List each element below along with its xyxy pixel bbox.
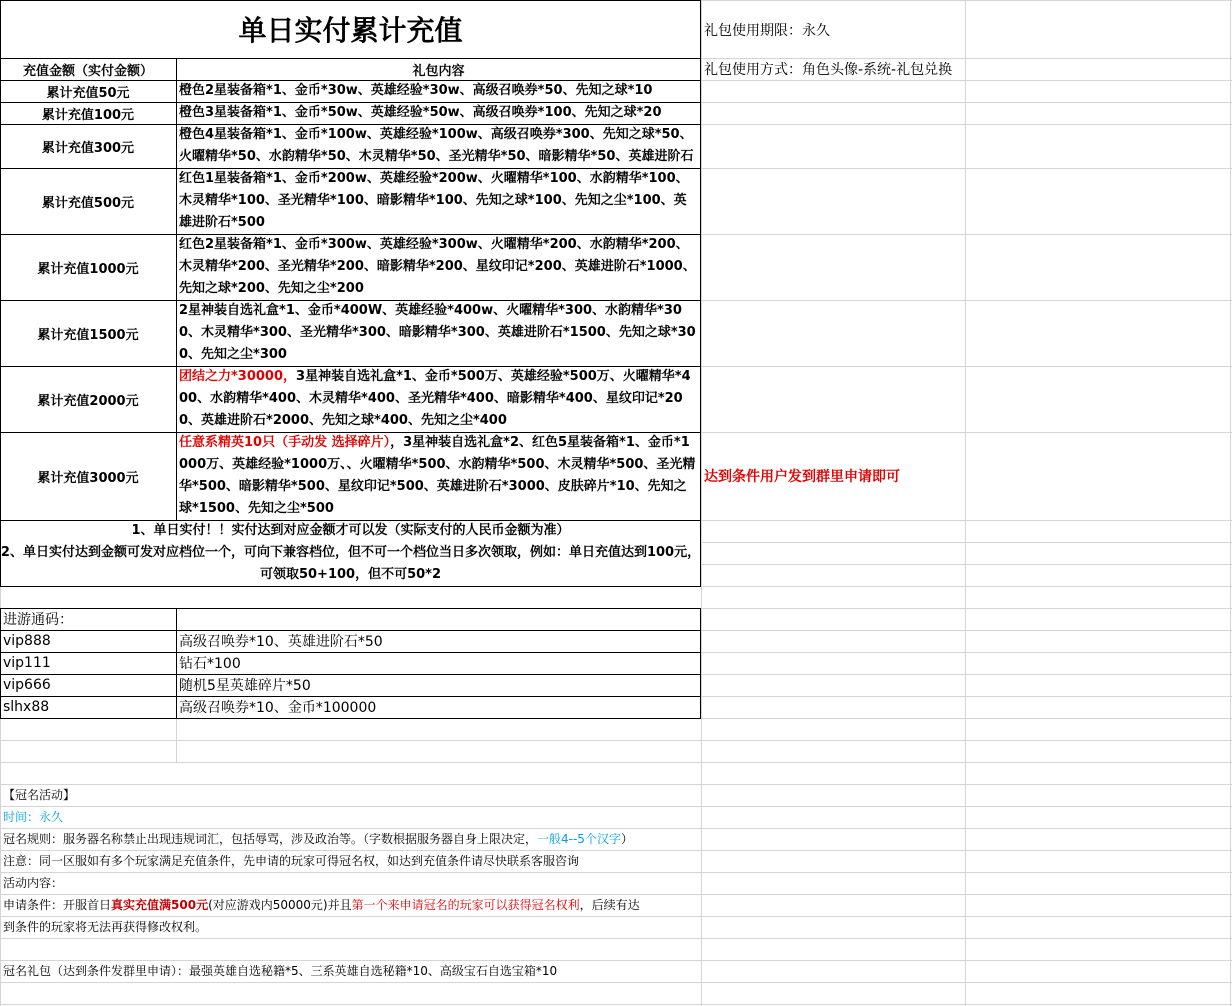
header-amount: 充值金额（实付金额） [22,63,153,79]
tier-amount: 累计充值100元 [41,107,135,123]
cond-amount: 真实充值满500元 [111,898,209,912]
naming-rules-text: 冠名规则：服务器名称禁止出现违规词汇，包括辱骂，涉及政治等。（字数根据服务器自身上限决定， [3,832,538,846]
tier-content: 红色1星装备箱*1、金币*200w、英雄经验*200w、火曜精华*100、水韵精华*100、木灵精华*100、圣光精华*100、暗影精华*100、先知之球*100、先知之尘*100、英雄进阶石*500 [179,171,689,230]
tier-content: 橙色3星装备箱*1、金币*50w、英雄经验*50w、高级召唤券*100、先知之球*20 [179,105,662,120]
code-reward: 高级召唤券*10、金币*100000 [179,700,377,716]
naming-heading: 【冠名活动】 [3,788,76,802]
tier-content: 红色2星装备箱*1、金币*300w、英雄经验*300w、火曜精华*200、水韵精华*200、木灵精华*200、圣光精华*200、暗影精华*200、星纹印记*200、英雄进阶石*1000、先知之球*200、先知之尘*200 [179,237,696,296]
naming-activity [0,784,701,982]
code-reward: 随机5星英雄碎片*50 [179,678,311,694]
tier-content-text: ，3星神装自选礼盒*2、红色5星装备箱*1、金币*1000万、英雄经验*1000万、、火曜精华*500、水韵精华*500、木灵精华*500、圣光精华*500、暗影精华*500、星纹印记*500、英雄进阶石*3000、皮肤碎片*10、先知之球*1500、先知之尘*500 [179,435,696,516]
cond-text: ，后续有达 [579,898,640,912]
tier-content [176,432,701,520]
tier-amount: 累计充值500元 [41,195,135,211]
code-value: vip888 [3,633,51,649]
cond-text: (对应游戏内50000元)并且 [208,898,352,912]
naming-rules-close: ） [620,832,633,846]
code-reward: 钻石*100 [179,656,241,672]
code-value: vip666 [3,677,51,693]
naming-rules [3,828,701,850]
naming-condition [3,894,701,916]
notes-block [0,520,701,586]
tier-amount: 累计充值2000元 [37,393,139,409]
tier-highlight: 团结之力*30000， [179,369,297,384]
naming-content-label: 活动内容： [3,876,64,890]
tier-amount: 累计充值1000元 [37,261,139,277]
gift-validity: 礼包使用期限：永久 [704,23,830,39]
codes-label: 进游通码： [3,612,73,628]
tier-amount: 累计充值300元 [41,140,135,156]
tier-content: 橙色4星装备箱*1、金币*100w、英雄经验*100w、高级召唤券*300、先知之球*50、火曜精华*50、水韵精华*50、木灵精华*50、圣光精华*50、暗影精华*50、英雄进阶石 [179,127,694,164]
tier-content: 2星神装自选礼盒*1、金币*400W、英雄经验*400w、火曜精华*300、水韵精华*300、木灵精华*300、圣光精华*300、暗影精华*300、英雄进阶石*1500、先知之球*300、先知之尘*300 [179,303,696,362]
naming-gift: 冠名礼包（达到条件发群里申请）：最强英雄自选秘籍*5、三系英雄自选秘籍*10、高级宝石自选宝箱*10 [3,964,558,978]
page-title: 单日实付累计充值 [238,14,463,47]
code-value: vip111 [3,655,51,671]
naming-rules-limit: 一般4--5个汉字 [537,832,621,846]
note-line-1: 1、单日实付！！实付达到对应金额才可以发（实际支付的人民币金额为准） [131,523,570,538]
code-reward: 高级召唤券*10、英雄进阶石*50 [179,634,383,650]
naming-condition-cont: 到条件的玩家将无法再获得修改权利。 [3,920,208,934]
tier-content: 橙色2星装备箱*1、金币*30w、英雄经验*30w、高级召唤券*50、先知之球*10 [179,83,653,98]
tier-amount: 累计充值3000元 [37,470,139,486]
note-line-2: 2、单日实付达到金额可发对应档位一个，可向下兼容档位，但不可一个档位当日多次领取，例如：单日充值达到100元， [0,545,701,560]
naming-notice: 注意：同一区服如有多个玩家满足充值条件，先申请的玩家可得冠名权，如达到充值条件请尽快联系客服咨询 [3,854,580,868]
code-value: slhx88 [3,699,50,715]
naming-time: 时间：永久 [3,810,64,824]
cond-first: 第一个来申请冠名的玩家可以获得冠名权利 [351,898,580,912]
tier-amount: 累计充值1500元 [37,327,139,343]
gift-usage: 礼包使用方式：角色头像-系统-礼包兑换 [704,62,953,78]
header-content: 礼包内容 [412,63,465,79]
apply-note: 达到条件用户发到群里申请即可 [704,469,900,485]
note-line-3: 可领取50+100，但不可50*2 [259,567,442,582]
tier-content-text: 3星神装自选礼盒*1、金币*500万、英雄经验*500万、火曜精华*400、水韵精华*400、木灵精华*400、圣光精华*400、暗影精华*400、星纹印记*200、英雄进阶石*2000、先知之球*400、先知之尘*400 [179,369,691,428]
tier-highlight: 任意系精英10只（手动发 选择碎片） [179,435,391,450]
tier-amount: 累计充值50元 [46,85,130,101]
cond-text: 申请条件：开服首日 [3,898,112,912]
tier-content [176,366,701,432]
